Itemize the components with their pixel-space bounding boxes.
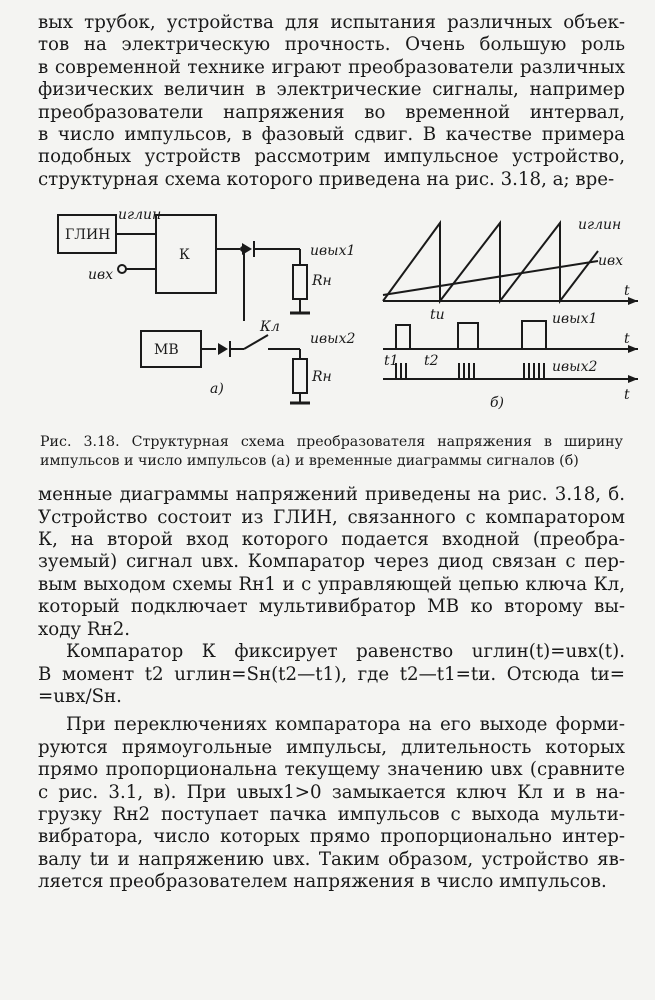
text-line: структурная схема которого приведена на рис. 3.18, а; вре- (38, 168, 615, 190)
text-line: К, на второй вход которого подается входной (преобра- (38, 529, 625, 551)
label-u-vyx1-a: uвых1 (310, 243, 356, 260)
figure-3-18 (38, 203, 638, 423)
label-u-glin-b: uглин (578, 217, 622, 234)
text-line: Устройство состоит из ГЛИН, связанного с компаратором (38, 506, 625, 528)
text-line: менные диаграммы напряжений приведены на рис. 3.18, б. (38, 484, 625, 506)
text-line: валу tи и напряжению uвх. Таким образом, устройство яв- (38, 848, 625, 870)
paragraph-intro (38, 12, 625, 191)
text-line: вым выходом схемы Rн1 и с управляющей цепью ключа Кл, (38, 573, 625, 595)
text-line: вибратора, число которых прямо пропорционально интер- (38, 826, 625, 848)
text-line: Компаратор К фиксирует равенство uглин(t)=uвх(t). (66, 641, 625, 663)
text-line: зуемый) сигнал uвх. Компаратор через диод связан с пер- (38, 551, 625, 573)
text-line: прямо пропорциональна текущему значению uвх (сравните (38, 759, 625, 781)
text-line: подобных устройств рассмотрим импульсное устройство, (38, 146, 625, 168)
label-t2: t2 (424, 353, 439, 370)
input-terminal (118, 265, 126, 273)
label-t-axis-2: t (624, 331, 630, 348)
label-u-glin-a: uглин (118, 207, 162, 224)
label-block-k: К (179, 247, 190, 264)
text-line: вых трубок, устройства для испытания различных объек- (38, 12, 625, 33)
text-line: преобразователи напряжения во временной интервал, (38, 101, 625, 123)
paragraph-comparator (38, 641, 625, 708)
label-u-vx-b: uвх (598, 253, 624, 270)
caption-line: Рис. 3.18. Структурная схема преобразователя напряжения в ширину (40, 434, 623, 451)
text-line: грузку Rн2 поступает пачка импульсов с выхода мульти- (38, 803, 625, 825)
caption-line: импульсов и число импульсов (а) и временные диаграммы сигналов (б) (40, 452, 579, 469)
text-line: В момент t2 uглин=Sн(t2—t1), где t2—t1=tи. Отсюда tи= (38, 663, 625, 685)
text-line: физических величин в электрические сигналы, например (38, 79, 625, 101)
text-line: который подключает мультивибратор МВ ко второму вы- (38, 596, 625, 618)
label-a: а) (210, 381, 224, 398)
label-t-axis-1: t (624, 283, 630, 300)
text-line: в современной технике играют преобразователи различных (38, 56, 625, 78)
pulse-burst (396, 363, 544, 379)
label-ti: tи (430, 307, 445, 324)
paragraph-pulses (38, 714, 625, 893)
text-line: с рис. 3.1, в). При uвых1>0 замыкается ключ Кл и в на- (38, 781, 625, 803)
label-u-vyx2-b: uвых2 (552, 359, 598, 376)
text-line: При переключениях компаратора на его выходе форми- (66, 714, 625, 736)
text-line: тов на электрическую прочность. Очень большую роль (38, 34, 625, 56)
figure-drawing (38, 203, 638, 423)
label-b: б) (490, 395, 505, 412)
line-u-vx (383, 261, 598, 295)
label-block-glin: ГЛИН (65, 227, 111, 244)
resistor-rn2 (293, 359, 307, 393)
label-rn2: Rн (312, 369, 332, 386)
text-line: ляется преобразователем напряжения в число импульсов. (38, 871, 607, 893)
label-kl: Кл (260, 319, 280, 336)
label-t-axis-3: t (624, 387, 630, 404)
figure-caption (38, 433, 625, 470)
text-line: руются прямоугольные импульсы, длительность которых (38, 736, 625, 758)
label-block-mv: МВ (154, 342, 179, 359)
text-line: =uвх/Sн. (38, 685, 122, 707)
resistor-rn1 (293, 265, 307, 299)
label-rn1: Rн (312, 273, 332, 290)
text-line: ходу Rн2. (38, 618, 131, 640)
label-u-vx-a: uвх (88, 267, 114, 284)
label-u-vyx2-a: uвых2 (310, 331, 356, 348)
label-u-vyx1-b: uвых1 (552, 311, 598, 328)
paragraph-device (38, 484, 625, 641)
text-line: в число импульсов, в фазовый сдвиг. В качестве примера (38, 124, 625, 146)
label-t1: t1 (384, 353, 399, 370)
